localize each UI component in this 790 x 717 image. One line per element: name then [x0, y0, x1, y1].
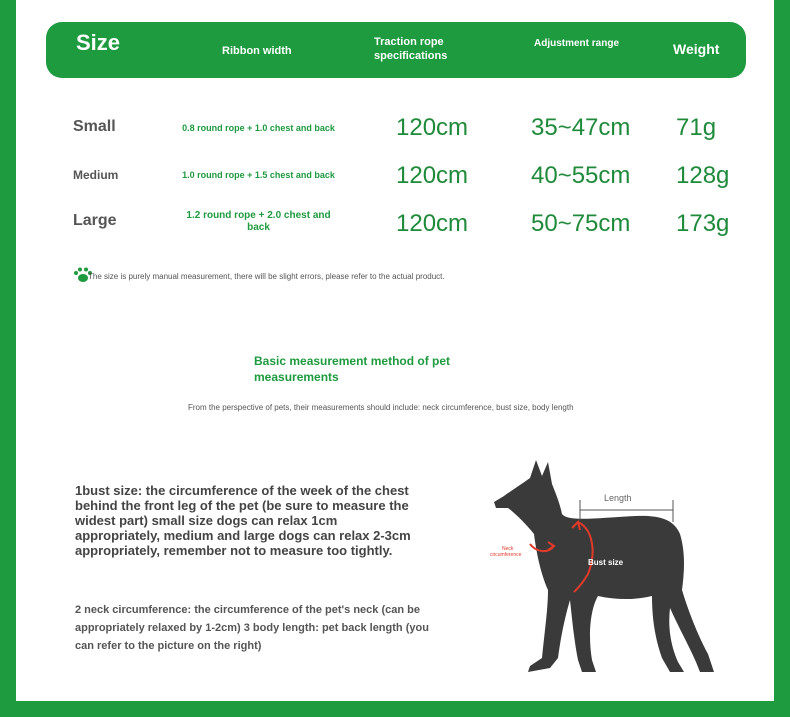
header-size: Size — [76, 30, 121, 55]
row-size: Small — [73, 118, 116, 135]
size-chart-page — [16, 0, 774, 701]
length-label: Length — [604, 493, 632, 503]
row-length: 120cm — [396, 210, 469, 237]
row-size: Medium — [73, 168, 119, 182]
dog-measurement-diagram — [456, 450, 736, 680]
row-size: Large — [73, 212, 117, 229]
header-traction-rope: Traction rope specifications — [374, 36, 448, 62]
section-subtitle: From the perspective of pets, their measurements should include: neck circumference, bust size, body length — [188, 403, 574, 412]
neck-label: Neck — [502, 546, 514, 552]
row-range: 40~55cm — [531, 162, 631, 189]
row-weight: 71g — [676, 114, 717, 141]
row-ribbon: 0.8 round rope + 1.0 chest and back — [182, 123, 335, 133]
row-weight: 173g — [676, 210, 730, 237]
row-weight: 128g — [676, 162, 730, 189]
section-title: Basic measurement method of pet measurements — [254, 354, 451, 384]
row-ribbon: 1.2 round rope + 2.0 chest and back — [186, 210, 331, 233]
row-range: 35~47cm — [531, 114, 631, 141]
bust-size-label: Bust size — [588, 558, 624, 567]
bust-size-description: 1bust size: the circumference of the week of the chest behind the front leg of the pet (be sure to measure the widest part) small size dogs can relax 1cm appropriately, medium and large dogs can relax 2-3cm appropriately, remember not to measure too tightly. — [75, 483, 411, 558]
measurement-note: The size is purely manual measurement, there will be slight errors, please refer to the actual product. — [88, 272, 445, 281]
row-ribbon: 1.0 round rope + 1.5 chest and back — [182, 170, 335, 180]
row-length: 120cm — [396, 114, 469, 141]
neck-body-description: 2 neck circumference: the circumference of the pet's neck (can be appropriately relaxed by 1-2cm) 3 body length: pet back length (you can refer to the picture on the right) — [75, 604, 429, 652]
neck-label-cont: circumference — [490, 552, 522, 558]
row-range: 50~75cm — [531, 210, 631, 237]
header-ribbon-width: Ribbon width — [222, 45, 292, 57]
header-weight: Weight — [673, 41, 720, 57]
size-table-header — [46, 22, 746, 78]
row-length: 120cm — [396, 162, 469, 189]
header-adjustment-range: Adjustment range — [534, 38, 620, 49]
